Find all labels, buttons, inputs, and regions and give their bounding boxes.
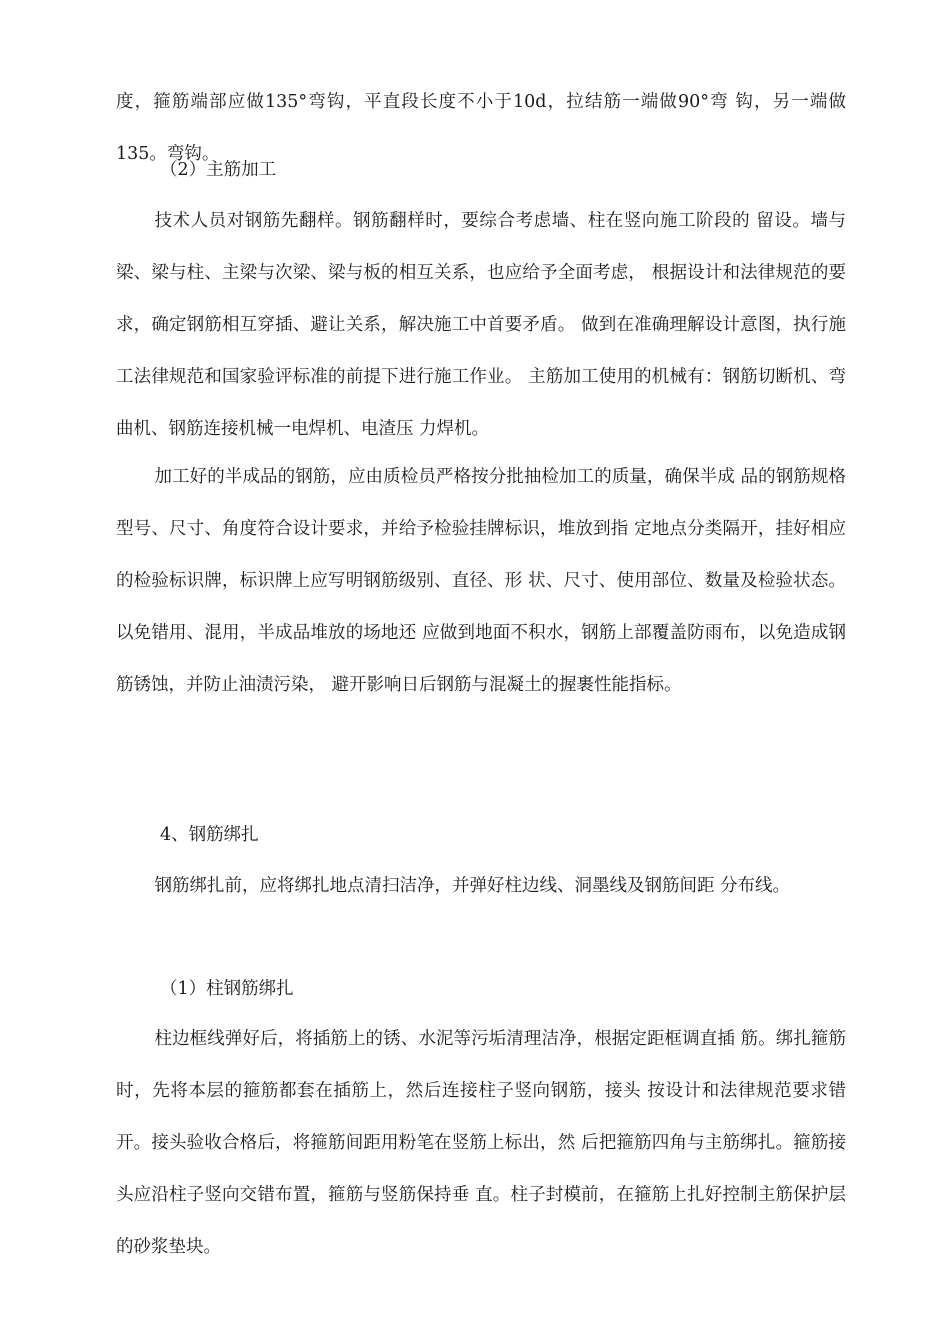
paragraph-main-bar-layout: 技术人员对钢筋先翻样。钢筋翻样时，要综合考虑墙、柱在竖向施工阶段的 留设。墙与梁、梁与柱、主梁与次梁、梁与板的相互关系，也应给予全面考虑， 根据设计和法律规范的要求，确定钢筋相互穿插、避让关系，解决施工中首要矛盾。 做到在准确理解设计意图，执行施工法律规范和国家验评标准的前提下进行施工作业。 主筋加工使用的机械有：钢筋切断机、弯曲机、钢筋连接机械一电焊机、电渣压 力焊机。 [116, 211, 846, 439]
heading-column-binding: （1）柱钢筋绑扎 [160, 979, 294, 999]
heading-main-bar-processing: （2）主筋加工 [160, 160, 277, 180]
paragraph-binding-preparation: 钢筋绑扎前，应将绑扎地点清扫洁净，并弹好柱边线、洞墨线及钢筋间距 分布线。 [154, 876, 791, 896]
paragraph-column-binding: 柱边框线弹好后，将插筋上的锈、水泥等污垢清理洁净，根据定距框调直插 筋。绑扎箍筋时，先将本层的箍筋都套在插筋上，然后连接柱子竖向钢筋，接头 按设计和法律规范要求错开。接头验收合格后，将箍筋间距用粉笔在竖筋上标出，然 后把箍筋四角与主筋绑扎。箍筋接头应沿柱子竖向交错布置，箍筋与竖筋保持垂 直。柱子封模前，在箍筋上扎好控制主筋保护层的砂浆垫块。 [116, 1029, 846, 1257]
paragraph-stirrup-hooks: 度，箍筋端部应做135°弯钩，平直段长度不小于10d，拉结筋一端做90°弯 钩，另一端做135。弯钩。 [116, 92, 846, 164]
paragraph-semi-finished-bars: 加工好的半成品的钢筋，应由质检员严格按分批抽检加工的质量，确保半成 品的钢筋规格型号、尺寸、角度符合设计要求，并给予检验挂牌标识，堆放到指 定地点分类隔开，挂好相应的检验标识牌，标识牌上应写明钢筋级别、直径、形 状、尺寸、使用部位、数量及检验状态。以免错用、混用，半成品堆放的场地还 应做到地面不积水，钢筋上部覆盖防雨布，以免造成钢筋锈蚀，并防止油渍污染， 避开影响日后钢筋与混凝土的握裹性能指标。 [116, 467, 846, 695]
heading-rebar-binding: 4、钢筋绑扎 [160, 825, 259, 845]
